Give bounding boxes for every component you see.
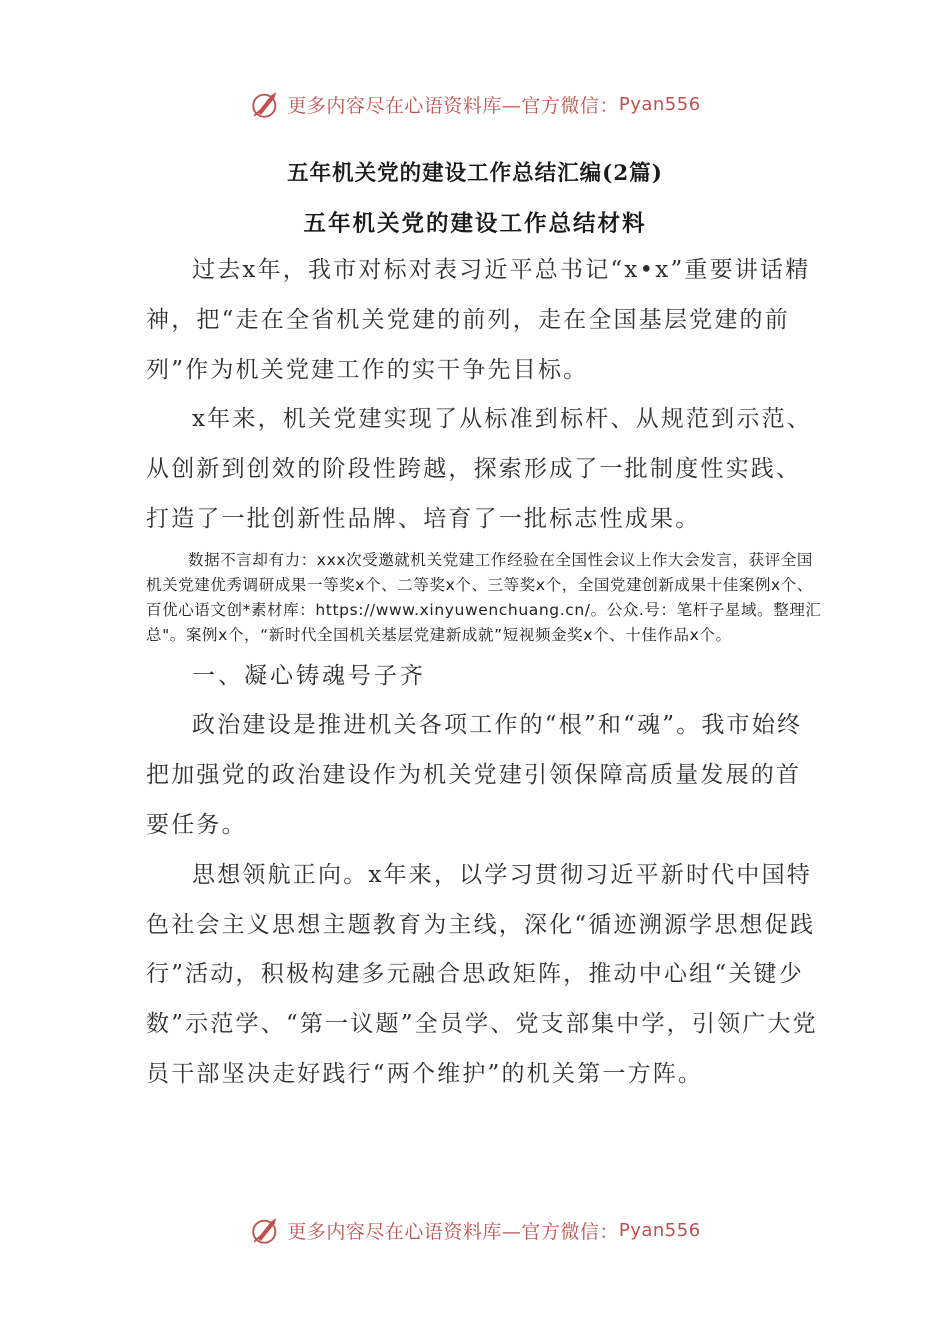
footer-banner: [0, 1208, 950, 1252]
section-heading-1: 一、凝心铸魂号子齐: [192, 662, 426, 689]
paragraph-intro: 过去x年，我市对标对表习近平总书记“x•x”重要讲话精神，把“走在全省机关党建的前列，走在全国基层党建的前列”作为机关党建工作的实干争先目标。: [146, 257, 811, 383]
document-subtitle: 五年机关党的建设工作总结材料: [303, 211, 647, 237]
pen-nib-circle-icon: [249, 87, 283, 121]
banner-wechat-id: Pyan556: [618, 93, 701, 115]
paragraph-political-building: 政治建设是推进机关各项工作的“根”和“魂”。我市始终把加强党的政治建设作为机关党建引领保障高质量发展的首要任务。: [146, 712, 803, 838]
banner-wechat-id: Pyan556: [618, 1219, 701, 1241]
header-banner: [0, 82, 950, 126]
paragraph-ideology: 思想领航正向。x年来，以学习贯彻习近平新时代中国特色社会主义思想主题教育为主线，深化“循迹溯源学思想促践行”活动，积极构建多元融合思政矩阵，推动中心组“关键少数”示范学、“第一议题”全员学、党支部集中学，引领广大党员干部坚决走好践行“两个维护”的机关第一方阵。: [146, 861, 818, 1087]
banner-text: 更多内容尽在心语资料库—官方微信：: [287, 1220, 619, 1243]
paragraph-data-note: 数据不言却有力：xxx次受邀就机关党建工作经验在全国性会议上作大会发言，获评全国机关党建优秀调研成果一等奖x个、二等奖x个、三等奖x个，全国党建创新成果十佳案例x个、百优心语文创*素材库：https://www.xinyuwenchuang.cn/。公众.号：笔杆子星域。整理汇总"。案例x个，“新时代全国机关基层党建新成就”短视频金奖x个、十佳作品x个。: [146, 550, 822, 645]
pen-nib-circle-icon: [249, 1213, 283, 1247]
document-body: [146, 246, 826, 1100]
paragraph-achievements: x年来，机关党建实现了从标准到标杆、从规范到示范、从创新到创效的阶段性跨越，探索形成了一批制度性实践、打造了一批创新性品牌、培育了一批标志性成果。: [146, 406, 812, 532]
banner-text: 更多内容尽在心语资料库—官方微信：: [287, 94, 619, 117]
document-title: 五年机关党的建设工作总结汇编(2篇): [287, 161, 663, 186]
